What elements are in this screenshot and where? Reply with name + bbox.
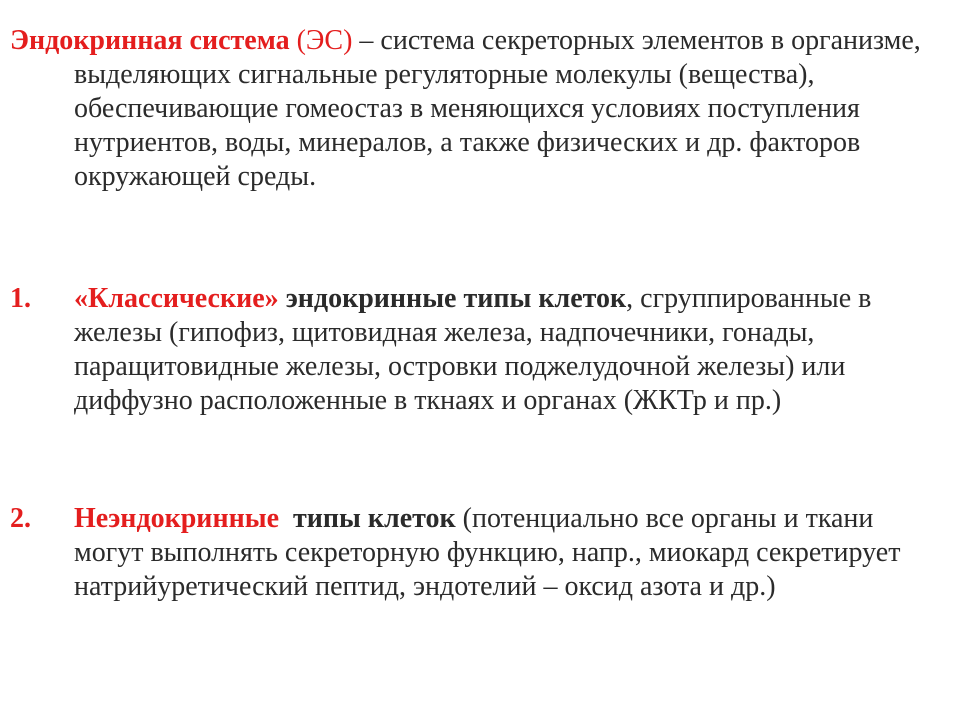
list-item-2-number: 2. <box>10 503 31 534</box>
list-item-1-bold-text: эндокринные типы клеток <box>278 283 627 314</box>
list-item-1-text: , сгруппированные в железы (гипофиз, щитовидная железа, надпочечники, гонады, паращитовидные железы, островки поджелудочной железы) или диффузно расположенные в ткнаях и органах (ЖКТр и пр.) <box>74 283 872 416</box>
intro-paragraph <box>10 24 940 194</box>
list-item-2-highlight: Неэндокринные <box>74 503 279 534</box>
list-item-1-number: 1. <box>10 283 31 314</box>
intro-definition: – система секреторных элементов в организме, выделяющих сигнальные регуляторные молекулы (вещества), обеспечивающие гомеостаз в меняющихся условиях поступления нутриентов, воды, минералов, а также физических и др. факторов окружающей среды. <box>74 25 921 192</box>
list-item-1-highlight: «Классические» <box>74 283 279 314</box>
list-item-2-text: (потенциально все органы и ткани могут выполнять секреторную функцию, напр., миокард секретирует натрийуретический пептид, эндотелий – оксид азота и др.) <box>74 503 901 602</box>
intro-abbreviation: (ЭС) <box>296 25 353 56</box>
list-item-2-bold-text: типы клеток <box>279 503 456 534</box>
list-item-2 <box>10 502 940 604</box>
intro-term: Эндокринная система <box>10 25 290 56</box>
list-item-1 <box>10 282 940 418</box>
